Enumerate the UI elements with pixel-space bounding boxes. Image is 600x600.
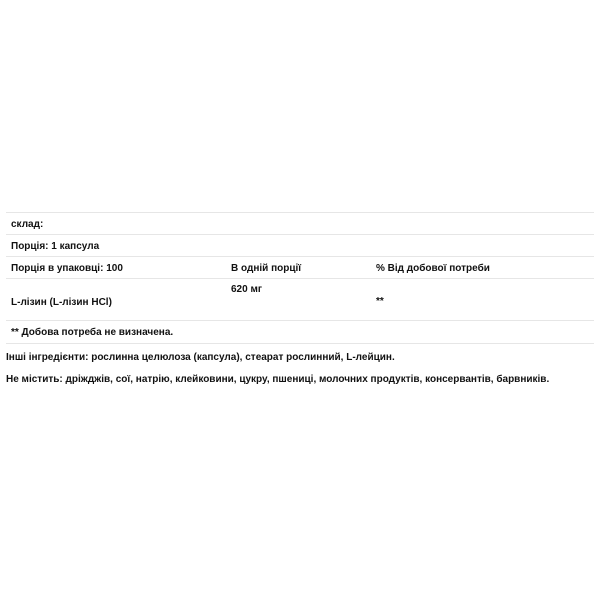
composition-heading: склад:	[11, 219, 44, 230]
ingredient-name: L-лізин (L-лізин HCl)	[11, 297, 112, 308]
ingredient-amount: 620 мг	[231, 284, 263, 295]
serving-size: Порція: 1 капсула	[11, 241, 100, 252]
serving-size-row	[6, 234, 594, 256]
table-header-row	[6, 256, 594, 278]
table-row	[6, 278, 594, 320]
daily-value-header: % Від добової потреби	[376, 263, 490, 274]
per-serving-header: В одній порції	[231, 263, 302, 274]
footnote-row	[6, 320, 594, 344]
servings-per-pack: Порція в упаковці: 100	[11, 263, 123, 274]
supplement-facts-table	[6, 212, 594, 344]
other-ingredients: Інші інгредієнти: рослинна целюлоза (капсула), стеарат рослинний, L-лейцин.	[6, 352, 395, 363]
footnote: ** Добова потреба не визначена.	[11, 327, 174, 338]
composition-heading-row	[6, 212, 594, 234]
ingredient-daily-value: **	[376, 296, 384, 307]
free-from-statement: Не містить: дріжджів, сої, натрію, клейковини, цукру, пшениці, молочних продуктів, консервантів, барвників.	[6, 374, 550, 385]
